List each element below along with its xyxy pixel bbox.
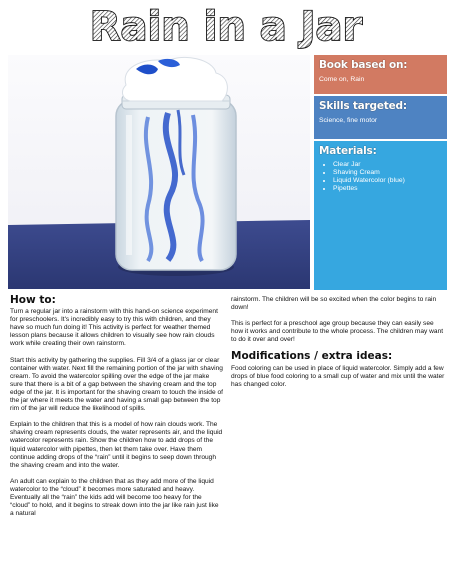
how-to-paragraph: This is perfect for a preschool age group because they can easily see how it works and contribute to the whole process. The children may want to do it over and over! (231, 320, 444, 344)
modifications-text: Food coloring can be used in place of liquid watercolor. Simply add a few drops of blue food coloring to a small cup of water and mix until the water has changed color. (231, 364, 445, 388)
page-title-graphic (0, 0, 453, 50)
book-based-on-heading: Book based on: (319, 59, 408, 71)
materials-item: • Pipettes (333, 185, 442, 193)
materials-panel (314, 141, 447, 290)
how-to-paragraph: An adult can explain to the children that as they add more of the liquid watercolor to the “cloud” it becomes more saturated and heavy. Eventually all the “rain” the kids add will become too heavy for the “cloud” to hold, and it begins to streak down into the jar like rain just like a natural (10, 477, 219, 518)
how-to-paragraph: rainstorm. The children will be so excited when the color begins to rain down! (231, 296, 437, 312)
how-to-paragraph: Explain to the children that this is a model of how rain clouds work. The shaving cream represents clouds, the water represents air, and the liquid watercolor represents rain. Show the children how to add drops of the liquid watercolor with pipettes, then let them take over. Have them continue adding drops of the “rain” until it begins to seep down through the shaving cream and into the water. (10, 421, 223, 469)
how-to-heading: How to: (10, 294, 56, 306)
book-based-on-panel (314, 55, 447, 94)
rain-in-jar-image (8, 55, 310, 289)
materials-item: • Shaving Cream (333, 169, 442, 177)
skills-targeted-heading: Skills targeted: (319, 100, 407, 112)
materials-item: • Clear Jar (333, 161, 442, 169)
how-to-section (10, 296, 223, 526)
skills-text: Science, fine motor (319, 117, 378, 124)
how-to-continued-section (231, 296, 447, 397)
jar-photo (8, 55, 310, 289)
materials-list (319, 161, 442, 193)
materials-heading: Materials: (319, 145, 377, 157)
how-to-paragraph: Start this activity by gathering the supplies. Fill 3/4 of a glass jar or clear container with water. Next fill the remaining portion of the jar with shaving cream. To avoid the watercolor spilling over the edge of the jar make sure that there is a bit of a gap between the shaving cream and the top edge of the jar. It is important for the shaving cream to touch the inside of the jar where it meets the water and having a small gap between the top rim of the jar will reduce the likelihood of spills. (10, 356, 223, 413)
page-title-banner (0, 0, 453, 50)
book-title: Come on, Rain (319, 76, 365, 83)
page-title: Rain in a Jar (89, 4, 363, 50)
modifications-heading: Modifications / extra ideas: (231, 350, 393, 363)
materials-item: • Liquid Watercolor (blue) (333, 177, 442, 185)
how-to-paragraph: Turn a regular jar into a rainstorm with this hand-on science experiment for preschoolers. It's incredibly easy to try this with children, and they have so much fun doing it! This activity is perfect for weather themed lesson plans because it allows children to visually see how rain clouds work while creating their own rainstorm. (10, 308, 218, 348)
skills-targeted-panel (314, 96, 447, 139)
